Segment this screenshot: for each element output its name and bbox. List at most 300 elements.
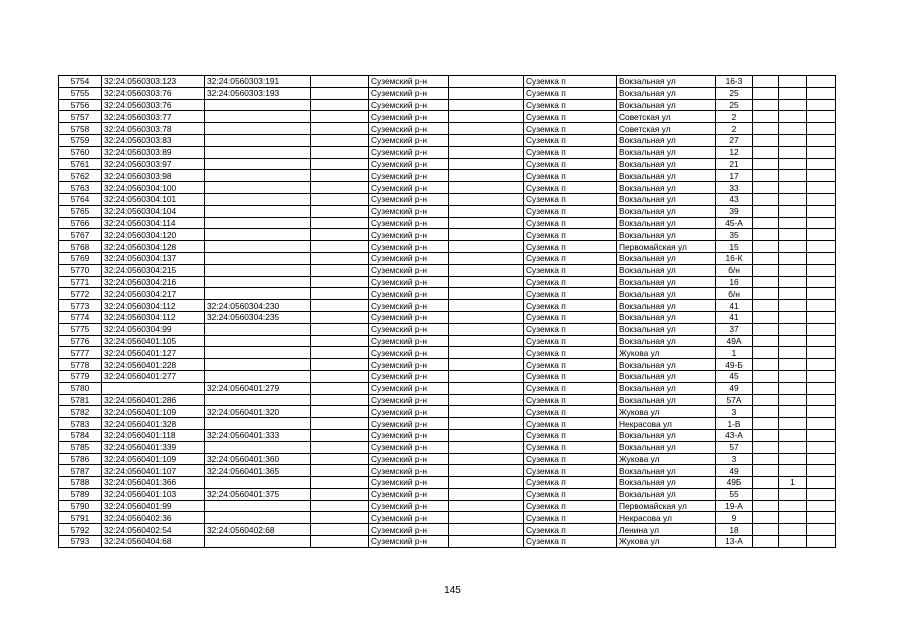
table-row bbox=[59, 335, 836, 347]
table-cell bbox=[205, 394, 311, 406]
table-cell bbox=[449, 252, 524, 264]
table-cell bbox=[779, 111, 807, 123]
table-cell: Ленина ул bbox=[617, 524, 716, 536]
table-cell bbox=[807, 99, 836, 111]
table-cell bbox=[753, 170, 779, 182]
table-cell: 1-В bbox=[716, 418, 753, 430]
table-cell bbox=[449, 370, 524, 382]
table-cell: 5786 bbox=[59, 453, 102, 465]
table-cell bbox=[753, 158, 779, 170]
table-cell: Вокзальная ул bbox=[617, 229, 716, 241]
table-cell: 32:24:0560303:123 bbox=[102, 76, 205, 88]
table-cell bbox=[807, 359, 836, 371]
table-cell bbox=[753, 500, 779, 512]
table-cell bbox=[753, 512, 779, 524]
table-cell bbox=[807, 418, 836, 430]
table-cell: Суземский р-н bbox=[369, 536, 449, 548]
table-row bbox=[59, 134, 836, 146]
table-cell bbox=[205, 441, 311, 453]
table-cell bbox=[205, 335, 311, 347]
table-cell bbox=[311, 323, 369, 335]
table-cell bbox=[753, 394, 779, 406]
table-cell: Суземка п bbox=[524, 311, 617, 323]
table-cell bbox=[753, 382, 779, 394]
table-cell: Суземка п bbox=[524, 465, 617, 477]
table-cell: Суземка п bbox=[524, 359, 617, 371]
table-cell: 32:24:0560401:228 bbox=[102, 359, 205, 371]
table-cell: 5756 bbox=[59, 99, 102, 111]
table-cell: 32:24:0560303:98 bbox=[102, 170, 205, 182]
table-cell: Вокзальная ул bbox=[617, 217, 716, 229]
table-cell bbox=[753, 311, 779, 323]
table-cell: Суземка п bbox=[524, 477, 617, 489]
table-cell bbox=[807, 382, 836, 394]
table-cell: 5778 bbox=[59, 359, 102, 371]
table-cell: 3 bbox=[716, 406, 753, 418]
table-cell bbox=[807, 146, 836, 158]
table-cell bbox=[311, 146, 369, 158]
table-cell: Жукова ул bbox=[617, 453, 716, 465]
table-cell bbox=[311, 359, 369, 371]
table-cell bbox=[205, 229, 311, 241]
table-cell bbox=[311, 134, 369, 146]
table-cell bbox=[807, 205, 836, 217]
table-cell: Суземский р-н bbox=[369, 241, 449, 253]
table-cell: Суземский р-н bbox=[369, 406, 449, 418]
table-cell bbox=[311, 512, 369, 524]
table-cell: 32:24:0560303:97 bbox=[102, 158, 205, 170]
table-cell: Суземский р-н bbox=[369, 252, 449, 264]
table-cell bbox=[311, 370, 369, 382]
table-cell bbox=[807, 264, 836, 276]
table-cell bbox=[779, 524, 807, 536]
table-cell bbox=[807, 429, 836, 441]
table-cell bbox=[311, 536, 369, 548]
table-row bbox=[59, 500, 836, 512]
table-cell: 32:24:0560401:333 bbox=[205, 429, 311, 441]
table-cell: Вокзальная ул bbox=[617, 441, 716, 453]
table-cell bbox=[779, 123, 807, 135]
table-cell: 5759 bbox=[59, 134, 102, 146]
table-cell: 5755 bbox=[59, 87, 102, 99]
table-cell bbox=[807, 453, 836, 465]
table-cell: Вокзальная ул bbox=[617, 488, 716, 500]
table-cell: Вокзальная ул bbox=[617, 99, 716, 111]
table-cell: 5767 bbox=[59, 229, 102, 241]
table-row bbox=[59, 276, 836, 288]
table-cell: 5776 bbox=[59, 335, 102, 347]
table-cell: Суземский р-н bbox=[369, 182, 449, 194]
table-cell: Суземский р-н bbox=[369, 134, 449, 146]
table-row bbox=[59, 288, 836, 300]
table-cell: Первомайская ул bbox=[617, 500, 716, 512]
table-cell bbox=[807, 182, 836, 194]
table-cell: 49 bbox=[716, 382, 753, 394]
table-cell: 32:24:0560401:365 bbox=[205, 465, 311, 477]
table-cell bbox=[449, 134, 524, 146]
table-row bbox=[59, 429, 836, 441]
table-row bbox=[59, 146, 836, 158]
table-cell bbox=[807, 193, 836, 205]
table-row bbox=[59, 99, 836, 111]
table-cell: Вокзальная ул bbox=[617, 359, 716, 371]
table-cell: 32:24:0560401:109 bbox=[102, 406, 205, 418]
table-cell: 32:24:0560304:112 bbox=[102, 311, 205, 323]
table-cell: Суземский р-н bbox=[369, 111, 449, 123]
table-cell bbox=[753, 288, 779, 300]
table-cell bbox=[205, 347, 311, 359]
table-cell bbox=[753, 205, 779, 217]
table-cell bbox=[311, 193, 369, 205]
table-cell: 16-3 bbox=[716, 76, 753, 88]
table-cell bbox=[779, 276, 807, 288]
table-cell: Вокзальная ул bbox=[617, 477, 716, 489]
table-cell: 5777 bbox=[59, 347, 102, 359]
table-cell bbox=[753, 241, 779, 253]
table-cell: Суземский р-н bbox=[369, 205, 449, 217]
table-cell: 32:24:0560304:217 bbox=[102, 288, 205, 300]
table-cell bbox=[807, 76, 836, 88]
table-cell: 32:24:0560303:76 bbox=[102, 87, 205, 99]
table-cell bbox=[779, 418, 807, 430]
table-cell bbox=[205, 323, 311, 335]
table-cell: Суземский р-н bbox=[369, 512, 449, 524]
table-cell: 32:24:0560401:360 bbox=[205, 453, 311, 465]
table-cell: 5772 bbox=[59, 288, 102, 300]
table-cell: 5780 bbox=[59, 382, 102, 394]
table-cell: Суземский р-н bbox=[369, 76, 449, 88]
table-cell bbox=[205, 500, 311, 512]
table-cell bbox=[779, 170, 807, 182]
table-cell: 18 bbox=[716, 524, 753, 536]
table-cell: 32:24:0560404:68 bbox=[102, 536, 205, 548]
table-cell bbox=[205, 288, 311, 300]
table-cell bbox=[753, 193, 779, 205]
table-cell: Суземский р-н bbox=[369, 429, 449, 441]
table-row bbox=[59, 205, 836, 217]
table-cell: 32:24:0560401:277 bbox=[102, 370, 205, 382]
table-cell bbox=[449, 359, 524, 371]
table-cell: Суземский р-н bbox=[369, 217, 449, 229]
table-cell bbox=[311, 347, 369, 359]
table-cell bbox=[807, 500, 836, 512]
table-cell bbox=[779, 229, 807, 241]
table-cell bbox=[807, 311, 836, 323]
table-cell: Суземка п bbox=[524, 536, 617, 548]
table-cell: 49 bbox=[716, 465, 753, 477]
table-cell: 5771 bbox=[59, 276, 102, 288]
table-cell bbox=[753, 323, 779, 335]
table-cell: 32:24:0560304:216 bbox=[102, 276, 205, 288]
table-cell: 32:24:0560401:118 bbox=[102, 429, 205, 441]
table-cell: 5760 bbox=[59, 146, 102, 158]
table-cell bbox=[807, 241, 836, 253]
table-cell bbox=[779, 465, 807, 477]
table-cell bbox=[449, 441, 524, 453]
table-cell: 12 bbox=[716, 146, 753, 158]
table-cell bbox=[779, 217, 807, 229]
table-cell bbox=[753, 111, 779, 123]
table-cell: Жукова ул bbox=[617, 536, 716, 548]
table-cell: 32:24:0560304:104 bbox=[102, 205, 205, 217]
table-cell: Вокзальная ул bbox=[617, 205, 716, 217]
table-cell: 27 bbox=[716, 134, 753, 146]
table-cell bbox=[449, 205, 524, 217]
table-row bbox=[59, 382, 836, 394]
table-cell: Вокзальная ул bbox=[617, 276, 716, 288]
table-cell: 45 bbox=[716, 370, 753, 382]
table-cell bbox=[779, 370, 807, 382]
table-row bbox=[59, 406, 836, 418]
table-cell: Суземский р-н bbox=[369, 229, 449, 241]
table-cell: Суземка п bbox=[524, 347, 617, 359]
table-cell bbox=[807, 276, 836, 288]
table-cell: 5757 bbox=[59, 111, 102, 123]
table-cell: Суземка п bbox=[524, 205, 617, 217]
table-cell: 5770 bbox=[59, 264, 102, 276]
table-cell bbox=[311, 488, 369, 500]
table-cell: Суземка п bbox=[524, 429, 617, 441]
table-cell: Суземка п bbox=[524, 370, 617, 382]
table-cell: Суземский р-н bbox=[369, 418, 449, 430]
table-cell bbox=[205, 134, 311, 146]
table-cell: Вокзальная ул bbox=[617, 335, 716, 347]
table-cell bbox=[205, 252, 311, 264]
table-cell bbox=[807, 123, 836, 135]
table-cell bbox=[753, 418, 779, 430]
table-cell bbox=[311, 182, 369, 194]
table-cell: Суземский р-н bbox=[369, 193, 449, 205]
table-cell: Суземка п bbox=[524, 158, 617, 170]
table-cell: 32:24:0560303:77 bbox=[102, 111, 205, 123]
table-cell bbox=[311, 453, 369, 465]
table-cell: Вокзальная ул bbox=[617, 134, 716, 146]
table-cell bbox=[779, 347, 807, 359]
table-cell bbox=[779, 158, 807, 170]
table-row bbox=[59, 158, 836, 170]
table-cell: Вокзальная ул bbox=[617, 158, 716, 170]
table-cell bbox=[779, 300, 807, 312]
table-cell: Суземка п bbox=[524, 488, 617, 500]
table-cell bbox=[779, 76, 807, 88]
table-cell: Первомайская ул bbox=[617, 241, 716, 253]
table-cell bbox=[311, 429, 369, 441]
table-cell bbox=[449, 512, 524, 524]
table-cell: 5779 bbox=[59, 370, 102, 382]
table-cell bbox=[779, 453, 807, 465]
table-cell: Вокзальная ул bbox=[617, 429, 716, 441]
table-cell bbox=[205, 111, 311, 123]
table-cell: 5784 bbox=[59, 429, 102, 441]
table-cell: Суземка п bbox=[524, 146, 617, 158]
table-cell: 19-А bbox=[716, 500, 753, 512]
table-cell bbox=[807, 87, 836, 99]
table-cell: 5762 bbox=[59, 170, 102, 182]
table-cell: Вокзальная ул bbox=[617, 76, 716, 88]
table-cell bbox=[449, 323, 524, 335]
table-cell bbox=[205, 158, 311, 170]
table-cell bbox=[311, 264, 369, 276]
table-cell: 49А bbox=[716, 335, 753, 347]
table-cell bbox=[205, 217, 311, 229]
table-cell bbox=[449, 465, 524, 477]
table-cell bbox=[807, 347, 836, 359]
table-cell bbox=[779, 429, 807, 441]
table-row bbox=[59, 524, 836, 536]
table-cell: Суземка п bbox=[524, 170, 617, 182]
table-cell: Вокзальная ул bbox=[617, 252, 716, 264]
table-cell: Суземский р-н bbox=[369, 453, 449, 465]
table-cell: Жукова ул bbox=[617, 347, 716, 359]
table-cell: 32:24:0560401:109 bbox=[102, 453, 205, 465]
table-cell bbox=[753, 182, 779, 194]
table-cell bbox=[449, 488, 524, 500]
table-cell: Советская ул bbox=[617, 123, 716, 135]
table-cell: Суземский р-н bbox=[369, 264, 449, 276]
table-cell: 32:24:0560304:112 bbox=[102, 300, 205, 312]
table-cell: Суземка п bbox=[524, 123, 617, 135]
table-cell: Вокзальная ул bbox=[617, 382, 716, 394]
table-cell bbox=[753, 217, 779, 229]
table-cell bbox=[449, 182, 524, 194]
table-cell bbox=[779, 382, 807, 394]
table-row bbox=[59, 477, 836, 489]
table-cell: Вокзальная ул bbox=[617, 170, 716, 182]
table-cell bbox=[807, 394, 836, 406]
table-cell bbox=[807, 229, 836, 241]
table-cell: Суземка п bbox=[524, 382, 617, 394]
table-row bbox=[59, 252, 836, 264]
table-cell bbox=[449, 123, 524, 135]
table-cell bbox=[449, 111, 524, 123]
table-cell: 5775 bbox=[59, 323, 102, 335]
table-cell: 5792 bbox=[59, 524, 102, 536]
table-cell: Вокзальная ул bbox=[617, 300, 716, 312]
records-body bbox=[59, 76, 836, 548]
table-row bbox=[59, 512, 836, 524]
table-cell bbox=[449, 477, 524, 489]
table-cell bbox=[779, 182, 807, 194]
table-cell bbox=[753, 370, 779, 382]
table-cell bbox=[779, 406, 807, 418]
table-cell: б/н bbox=[716, 288, 753, 300]
table-cell bbox=[311, 406, 369, 418]
table-cell: Вокзальная ул bbox=[617, 465, 716, 477]
table-cell: 32:24:0560303:76 bbox=[102, 99, 205, 111]
table-cell: 32:24:0560401:99 bbox=[102, 500, 205, 512]
table-cell bbox=[311, 441, 369, 453]
table-cell: Суземский р-н bbox=[369, 311, 449, 323]
table-cell bbox=[779, 146, 807, 158]
table-cell bbox=[311, 477, 369, 489]
table-cell: 32:24:0560304:128 bbox=[102, 241, 205, 253]
table-cell bbox=[779, 241, 807, 253]
table-cell: 5758 bbox=[59, 123, 102, 135]
table-cell: 5761 bbox=[59, 158, 102, 170]
table-cell bbox=[753, 76, 779, 88]
table-cell bbox=[449, 524, 524, 536]
table-cell: 32:24:0560401:107 bbox=[102, 465, 205, 477]
table-cell bbox=[205, 99, 311, 111]
table-cell bbox=[449, 229, 524, 241]
table-cell: Суземка п bbox=[524, 441, 617, 453]
table-cell bbox=[779, 512, 807, 524]
table-cell: 32:24:0560401:279 bbox=[205, 382, 311, 394]
table-cell bbox=[449, 300, 524, 312]
table-cell: 32:24:0560401:339 bbox=[102, 441, 205, 453]
table-cell: 55 bbox=[716, 488, 753, 500]
table-cell: 5791 bbox=[59, 512, 102, 524]
table-cell: 49Б bbox=[716, 477, 753, 489]
table-cell: Суземский р-н bbox=[369, 524, 449, 536]
table-cell bbox=[779, 205, 807, 217]
table-cell: 32:24:0560401:366 bbox=[102, 477, 205, 489]
table-cell bbox=[779, 536, 807, 548]
table-cell bbox=[753, 347, 779, 359]
table-cell bbox=[449, 500, 524, 512]
table-cell bbox=[311, 170, 369, 182]
table-cell: 5774 bbox=[59, 311, 102, 323]
table-row bbox=[59, 111, 836, 123]
table-cell bbox=[311, 205, 369, 217]
table-cell: 5763 bbox=[59, 182, 102, 194]
table-cell bbox=[807, 170, 836, 182]
table-cell bbox=[753, 536, 779, 548]
table-cell: 5766 bbox=[59, 217, 102, 229]
table-cell: Суземский р-н bbox=[369, 123, 449, 135]
table-cell bbox=[807, 158, 836, 170]
table-cell bbox=[449, 406, 524, 418]
table-cell bbox=[205, 477, 311, 489]
table-cell bbox=[205, 182, 311, 194]
table-cell: 49-Б bbox=[716, 359, 753, 371]
table-cell: 32:24:0560303:83 bbox=[102, 134, 205, 146]
table-cell bbox=[205, 512, 311, 524]
table-cell: 5764 bbox=[59, 193, 102, 205]
table-cell: 5789 bbox=[59, 488, 102, 500]
table-cell: 39 bbox=[716, 205, 753, 217]
table-cell: 32:24:0560303:89 bbox=[102, 146, 205, 158]
table-cell: 32:24:0560303:191 bbox=[205, 76, 311, 88]
table-row bbox=[59, 536, 836, 548]
table-cell: Суземка п bbox=[524, 323, 617, 335]
table-cell: 5768 bbox=[59, 241, 102, 253]
table-cell bbox=[807, 488, 836, 500]
table-row bbox=[59, 193, 836, 205]
table-row bbox=[59, 418, 836, 430]
table-cell: Суземка п bbox=[524, 193, 617, 205]
table-cell: 1 bbox=[716, 347, 753, 359]
table-row bbox=[59, 229, 836, 241]
table-row bbox=[59, 241, 836, 253]
table-cell bbox=[753, 335, 779, 347]
table-cell: 5754 bbox=[59, 76, 102, 88]
table-cell: 16-К bbox=[716, 252, 753, 264]
table-cell bbox=[753, 465, 779, 477]
table-cell bbox=[807, 300, 836, 312]
table-cell: Суземский р-н bbox=[369, 276, 449, 288]
table-cell bbox=[779, 252, 807, 264]
table-cell: 2 bbox=[716, 123, 753, 135]
table-cell: 41 bbox=[716, 300, 753, 312]
table-cell: 5787 bbox=[59, 465, 102, 477]
table-cell bbox=[205, 264, 311, 276]
table-cell bbox=[779, 500, 807, 512]
table-cell: Вокзальная ул bbox=[617, 394, 716, 406]
table-cell: 2 bbox=[716, 111, 753, 123]
table-cell: 32:24:0560304:120 bbox=[102, 229, 205, 241]
table-cell: Вокзальная ул bbox=[617, 87, 716, 99]
